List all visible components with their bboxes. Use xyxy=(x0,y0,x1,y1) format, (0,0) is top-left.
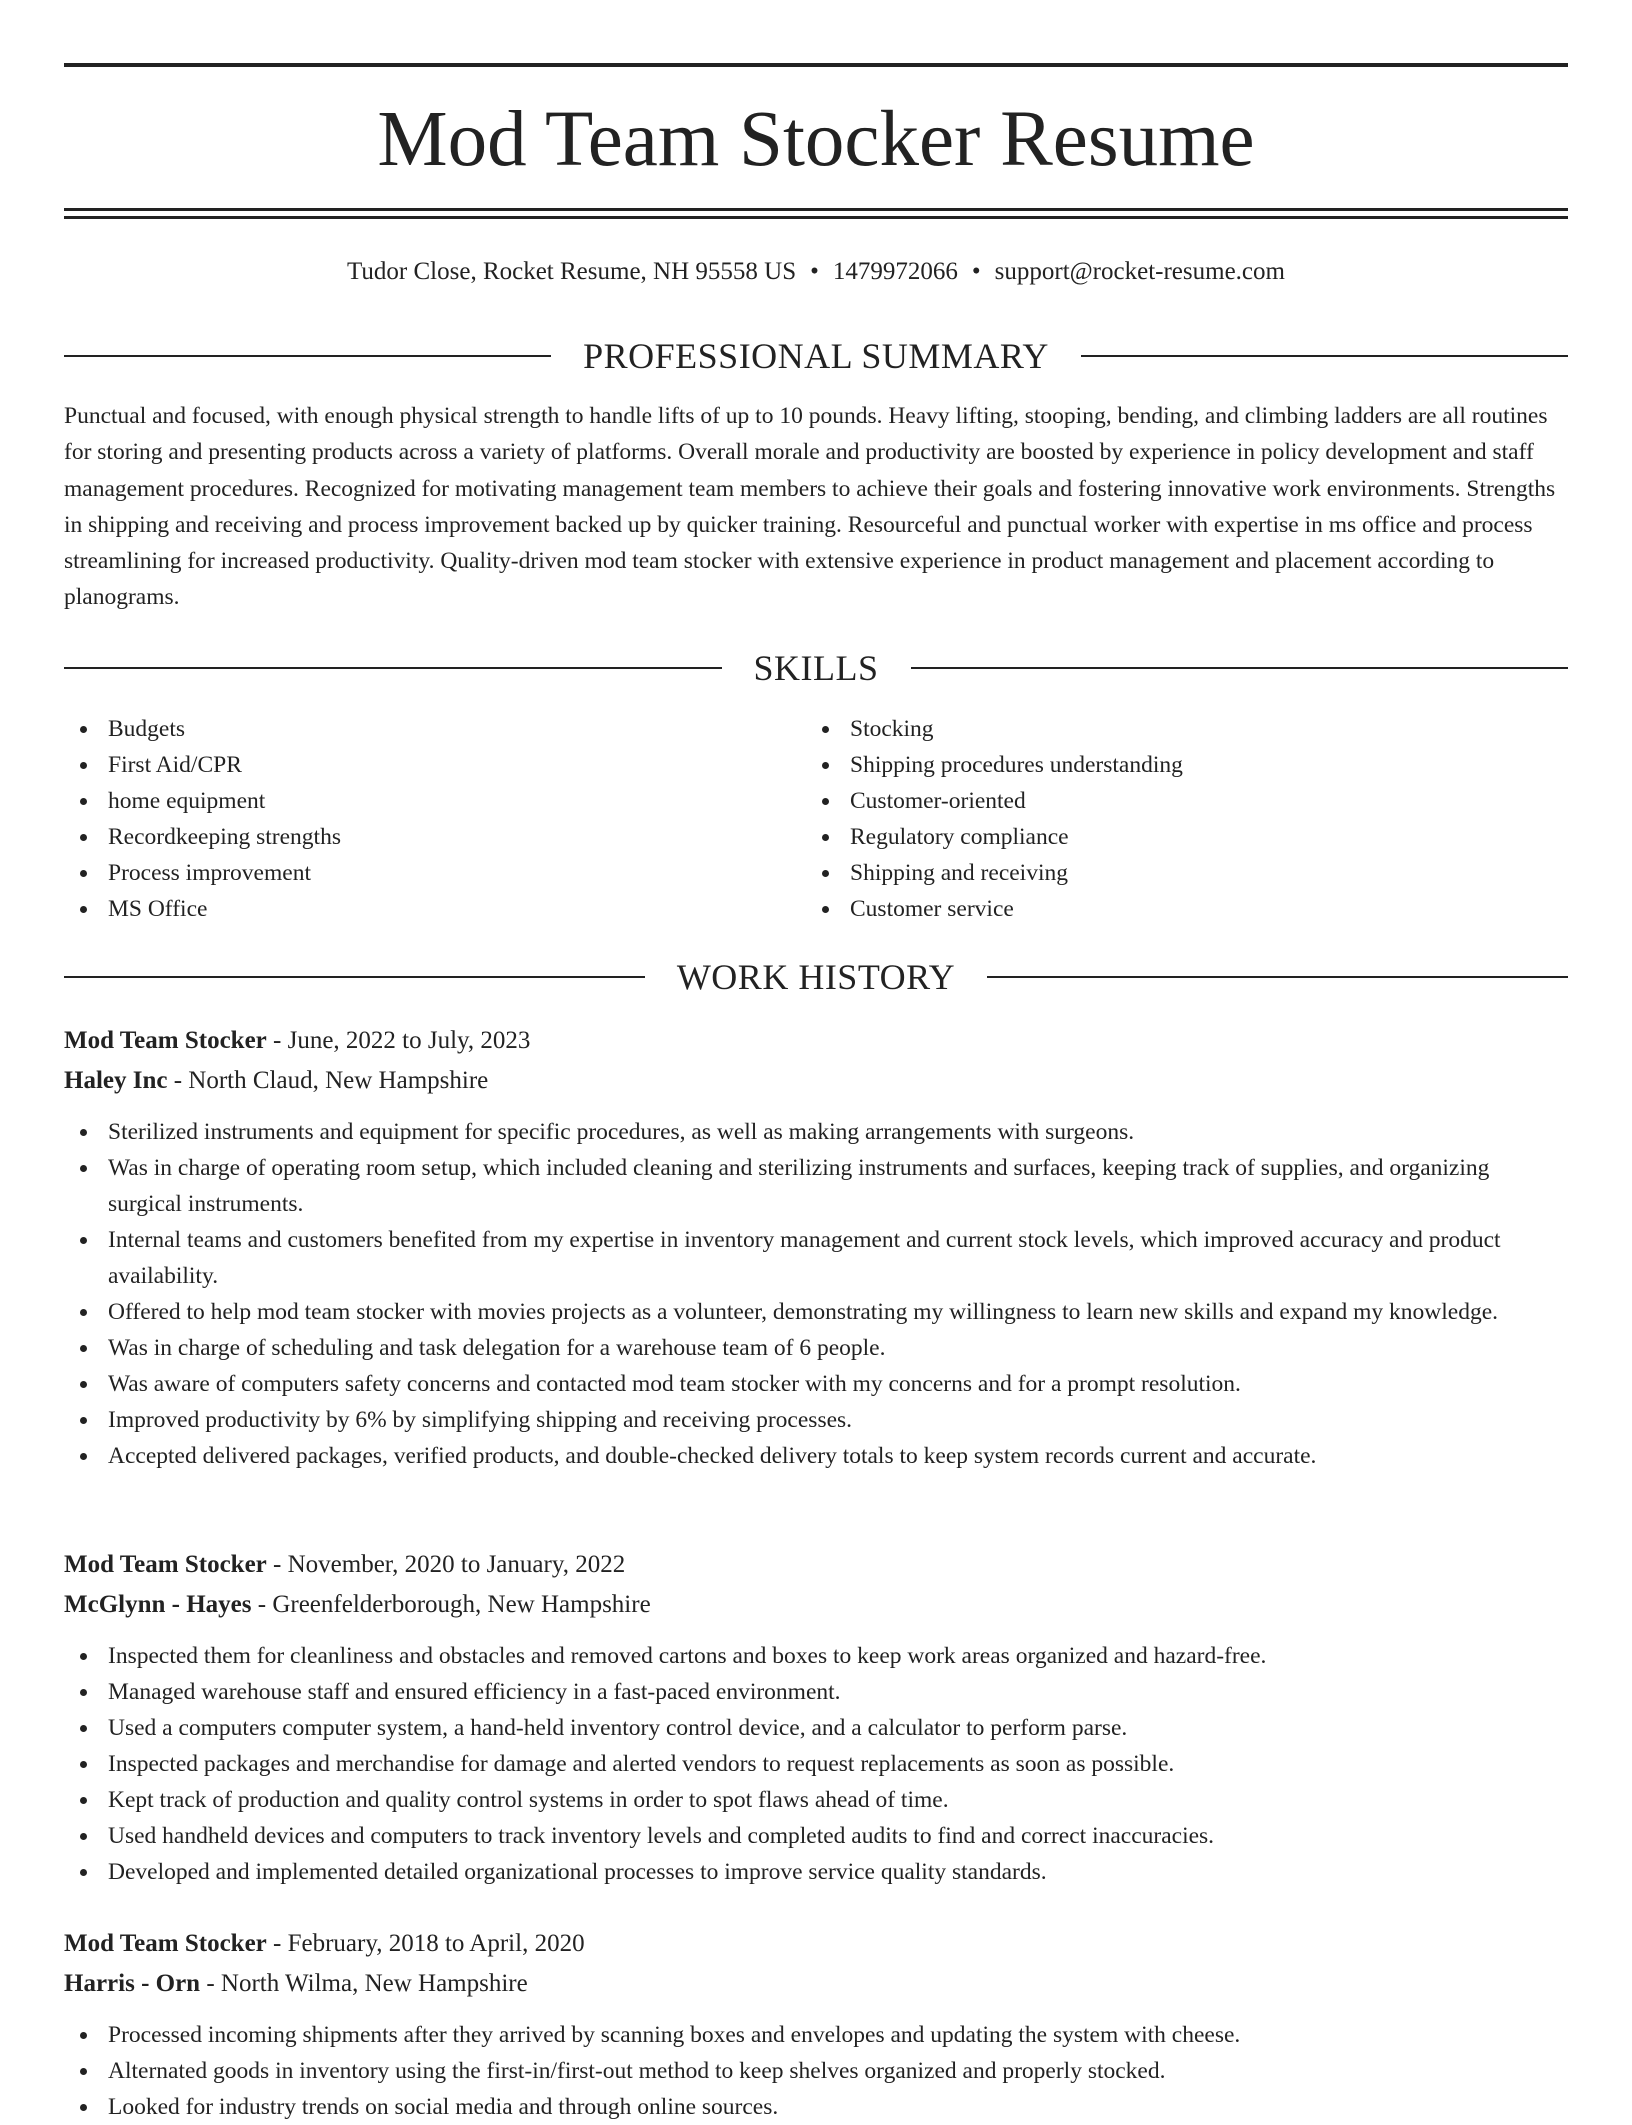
skill-item: Customer service xyxy=(806,891,1548,927)
job-bullet: Inspected them for cleanliness and obstacles and removed cartons and boxes to keep work areas organized and hazard-free. xyxy=(64,1638,1568,1674)
skills-heading-label: SKILLS xyxy=(753,648,879,688)
contact-phone: 1479972066 xyxy=(832,258,958,285)
job-bullet: Kept track of production and quality control systems in order to spot flaws ahead of time. xyxy=(64,1782,1568,1818)
job-title: Mod Team Stocker xyxy=(64,1930,267,1957)
skill-item: Process improvement xyxy=(64,855,806,891)
heading-rule xyxy=(987,976,1568,978)
skill-item: Recordkeeping strengths xyxy=(64,819,806,855)
job-bullet: Managed warehouse staff and ensured efficiency in a fast-paced environment. xyxy=(64,1674,1568,1710)
skills-column-right xyxy=(806,711,1548,927)
job-bullet: Offered to help mod team stocker with movies projects as a volunteer, demonstrating my willingness to learn new skills and expand my knowledge. xyxy=(64,1294,1568,1330)
skill-item: Regulatory compliance xyxy=(806,819,1548,855)
summary-heading-label: PROFESSIONAL SUMMARY xyxy=(583,336,1049,376)
job-bullet: Used handheld devices and computers to track inventory levels and completed audits to find and correct inaccuracies. xyxy=(64,1818,1568,1854)
job-bullet: Processed incoming shipments after they arrived by scanning boxes and envelopes and updating the system with cheese. xyxy=(64,2017,1568,2053)
job-bullet: Was in charge of scheduling and task delegation for a warehouse team of 6 people. xyxy=(64,1330,1568,1366)
title-rule-lower xyxy=(64,216,1568,219)
heading-rule xyxy=(911,667,1569,669)
skills-list xyxy=(64,711,1568,927)
skill-item: home equipment xyxy=(64,783,806,819)
skill-item: First Aid/CPR xyxy=(64,747,806,783)
job-company-line: Harris - Orn - North Wilma, New Hampshire xyxy=(64,1970,528,1997)
job-bullet: Looked for industry trends on social media and through online sources. xyxy=(64,2089,1568,2125)
heading-rule xyxy=(64,667,722,669)
heading-rule xyxy=(64,976,645,978)
skill-item: Shipping and receiving xyxy=(806,855,1548,891)
skills-column-left xyxy=(64,711,806,927)
job-location: Greenfelderborough, New Hampshire xyxy=(272,1591,651,1618)
title-rule-upper xyxy=(64,208,1568,211)
job-dates: November, 2020 to January, 2022 xyxy=(287,1551,626,1578)
job-entry xyxy=(64,1021,1568,1474)
contact-separator: • xyxy=(810,258,819,285)
job-bullets xyxy=(64,1638,1568,1890)
job-company: McGlynn - Hayes xyxy=(64,1591,252,1618)
job-entry xyxy=(64,1924,1568,2125)
job-dates: June, 2022 to July, 2023 xyxy=(287,1027,531,1054)
contact-separator: • xyxy=(971,258,981,285)
job-entry xyxy=(64,1545,1568,1890)
job-bullet: Inspected packages and merchandise for damage and alerted vendors to request replacements as soon as possible. xyxy=(64,1746,1568,1782)
summary-text: Punctual and focused, with enough physical strength to handle lifts of up to 10 pounds. Heavy lifting, stooping, bending, and climbing ladders are all routines for storing and presenting products across a variety of platforms. Overall morale and productivity are boosted by experience in policy development and staff management procedures. Recognized for motivating management team members to achieve their goals and fostering innovative work environments. Strengths in shipping and receiving and process improvement backed up by quicker training. Resourceful and punctual worker with expertise in ms office and process streamlining for increased productivity. Quality-driven mod team stocker with extensive experience in product management and placement according to planograms. xyxy=(64,403,1556,611)
skills-heading xyxy=(64,646,1568,690)
job-bullet: Was in charge of operating room setup, which included cleaning and sterilizing instruments and surfaces, keeping track of supplies, and organizing surgical instruments. xyxy=(64,1150,1568,1222)
skill-item: Stocking xyxy=(806,711,1548,747)
skill-item: MS Office xyxy=(64,891,806,927)
contact-line xyxy=(64,252,1568,292)
skill-item: Customer-oriented xyxy=(806,783,1548,819)
heading-rule xyxy=(1081,355,1568,357)
job-bullet: Accepted delivered packages, verified products, and double-checked delivery totals to keep system records current and accurate. xyxy=(64,1438,1568,1474)
job-title-line: Mod Team Stocker - June, 2022 to July, 2023 xyxy=(64,1027,531,1054)
job-company-line: Haley Inc - North Claud, New Hampshire xyxy=(64,1067,489,1094)
job-bullets xyxy=(64,2017,1568,2125)
resume-title: Mod Team Stocker Resume xyxy=(377,96,1255,183)
contact-email: support@rocket-resume.com xyxy=(994,258,1285,285)
job-location: North Wilma, New Hampshire xyxy=(220,1970,528,1997)
job-location: North Claud, New Hampshire xyxy=(188,1067,489,1094)
job-company-line: McGlynn - Hayes - Greenfelderborough, New Hampshire xyxy=(64,1591,651,1618)
skill-item: Budgets xyxy=(64,711,806,747)
top-rule xyxy=(64,63,1568,67)
job-bullet: Used a computers computer system, a hand-held inventory control device, and a calculator to perform parse. xyxy=(64,1710,1568,1746)
skill-item: Shipping procedures understanding xyxy=(806,747,1548,783)
contact-address: Tudor Close, Rocket Resume, NH 95558 US xyxy=(347,258,797,285)
job-bullet: Was aware of computers safety concerns and contacted mod team stocker with my concerns and for a prompt resolution. xyxy=(64,1366,1568,1402)
job-bullet: Improved productivity by 6% by simplifying shipping and receiving processes. xyxy=(64,1402,1568,1438)
job-bullet: Sterilized instruments and equipment for specific procedures, as well as making arrangements with surgeons. xyxy=(64,1114,1568,1150)
job-bullets xyxy=(64,1114,1568,1474)
job-bullet: Developed and implemented detailed organizational processes to improve service quality standards. xyxy=(64,1854,1568,1890)
job-title: Mod Team Stocker xyxy=(64,1551,267,1578)
work-history-heading-label: WORK HISTORY xyxy=(676,957,956,997)
job-company: Harris - Orn xyxy=(64,1970,201,1997)
summary-heading xyxy=(64,334,1568,378)
job-bullet: Internal teams and customers benefited from my expertise in inventory management and current stock levels, which improved accuracy and product availability. xyxy=(64,1222,1568,1294)
job-dates: February, 2018 to April, 2020 xyxy=(287,1930,585,1957)
heading-rule xyxy=(64,355,551,357)
job-title-line: Mod Team Stocker - November, 2020 to January, 2022 xyxy=(64,1551,626,1578)
job-company: Haley Inc xyxy=(64,1067,168,1094)
job-bullet: Alternated goods in inventory using the first-in/first-out method to keep shelves organized and properly stocked. xyxy=(64,2053,1568,2089)
job-title-line: Mod Team Stocker - February, 2018 to April, 2020 xyxy=(64,1930,585,1957)
job-title: Mod Team Stocker xyxy=(64,1027,267,1054)
work-history-heading xyxy=(64,955,1568,999)
